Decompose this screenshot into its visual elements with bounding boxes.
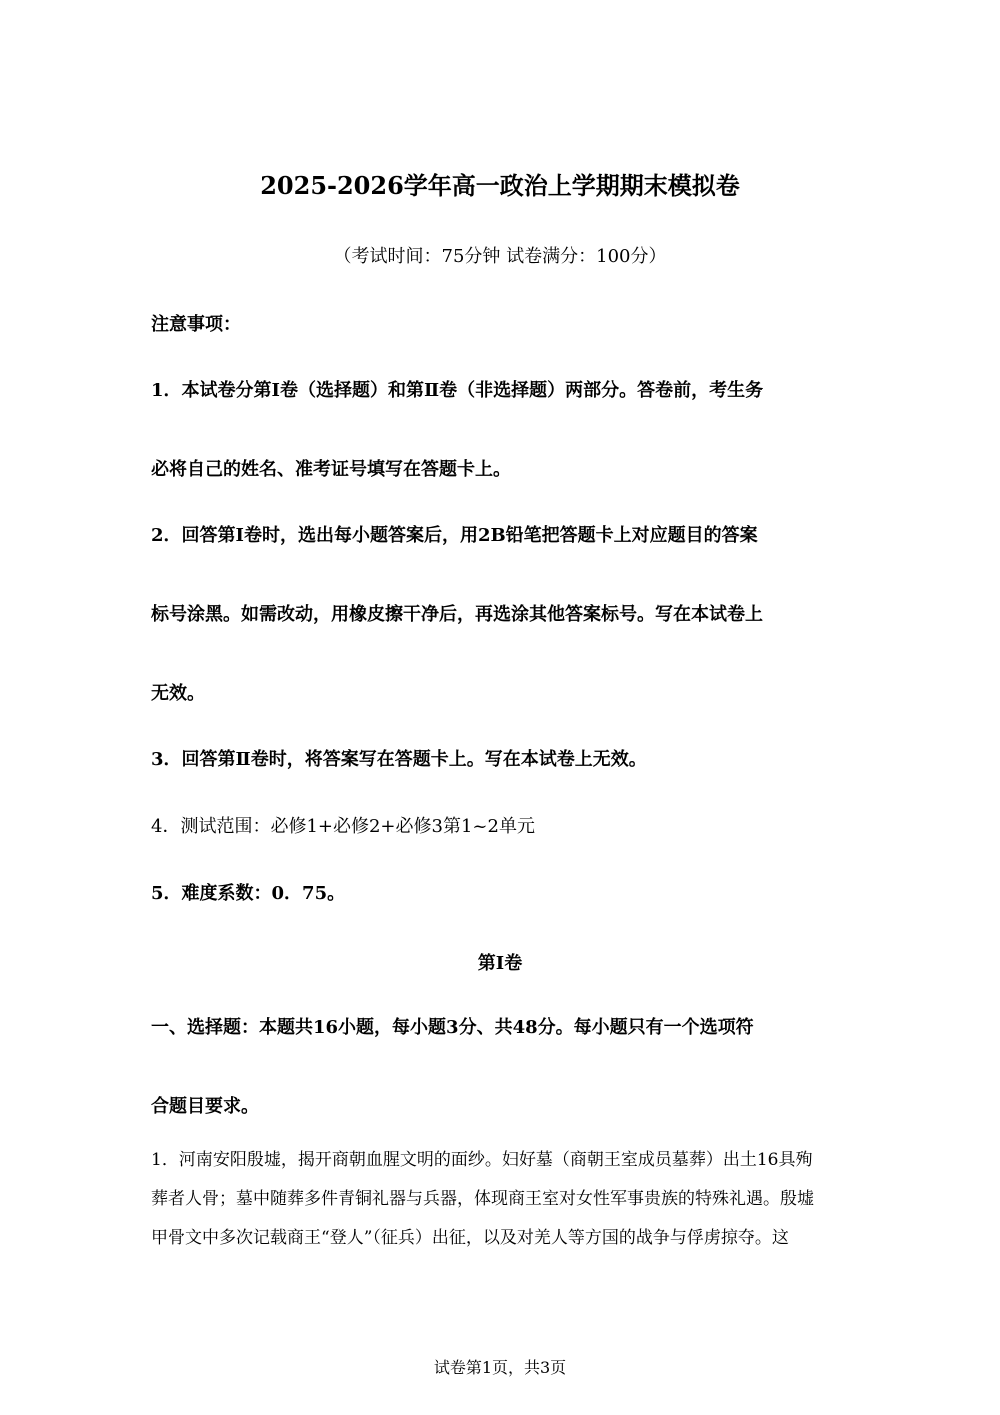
question-1-line-1: 1．河南安阳殷墟，揭开商朝血腥文明的面纱。妇好墓（商朝王室成员墓葬）出土16具殉	[151, 1150, 813, 1170]
section-heading-line-2: 合题目要求。	[151, 1096, 259, 1117]
question-1-line-3: 甲骨文中多次记载商王“登人”（征兵）出征，以及对羌人等方国的战争与俘虏掠夺。这	[151, 1228, 789, 1248]
notice-line-3: 2．回答第Ⅰ卷时，选出每小题答案后，用2B铅笔把答题卡上对应题目的答案	[151, 525, 758, 546]
notice-line-7: 4．测试范围：必修1+必修2+必修3第1~2单元	[151, 816, 535, 837]
notice-line-5: 无效。	[151, 683, 205, 704]
notice-line-8: 5．难度系数：0．75。	[151, 883, 346, 904]
section-heading-line-1: 一、选择题：本题共16小题，每小题3分、共48分。每小题只有一个选项符	[151, 1017, 754, 1038]
notice-line-1: 1．本试卷分第Ⅰ卷（选择题）和第Ⅱ卷（非选择题）两部分。答卷前，考生务	[151, 380, 764, 401]
page-footer: 试卷第1页，共3页	[433, 1358, 567, 1377]
notice-heading: 注意事项：	[151, 314, 241, 335]
question-1-line-2: 葬者人骨；墓中随葬多件青铜礼器与兵器，体现商王室对女性军事贵族的特殊礼遇。殷墟	[151, 1189, 814, 1209]
exam-subtitle: （考试时间：75分钟 试卷满分：100分）	[333, 246, 667, 267]
notice-line-2: 必将自己的姓名、准考证号填写在答题卡上。	[151, 459, 511, 480]
notice-line-4: 标号涂黑。如需改动，用橡皮擦干净后，再选涂其他答案标号。写在本试卷上	[151, 604, 763, 625]
exam-title: 2025-2026学年高一政治上学期期末模拟卷	[260, 171, 740, 200]
part-heading: 第Ⅰ卷	[477, 953, 523, 974]
notice-line-6: 3．回答第Ⅱ卷时，将答案写在答题卡上。写在本试卷上无效。	[151, 749, 647, 770]
